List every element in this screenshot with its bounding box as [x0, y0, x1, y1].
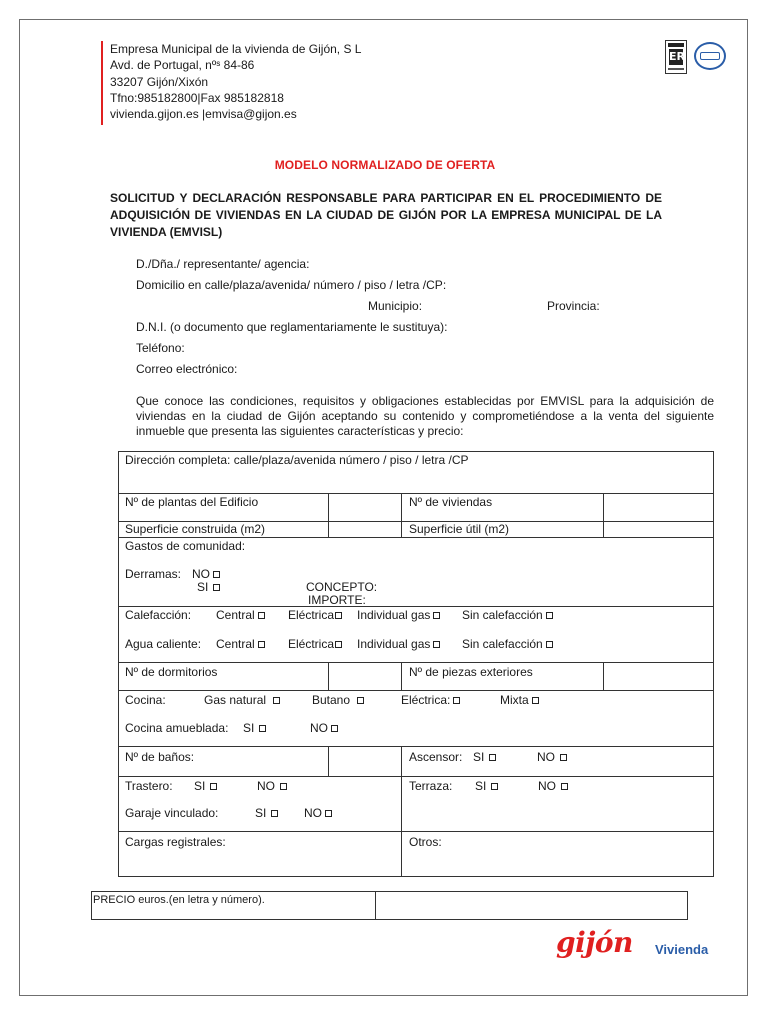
cell-direccion: Dirección completa: calle/plaza/avenida número / piso / letra /CP [125, 453, 469, 467]
cocina-electrica-label: Eléctrica: [401, 693, 451, 707]
cell-ascensor: Ascensor: [409, 750, 463, 764]
municipio-label: Municipio: [368, 299, 423, 313]
cell-cocina-amueblada: Cocina amueblada: [125, 721, 229, 735]
checkbox-icon[interactable] [453, 697, 460, 704]
derramas-no-option[interactable] [192, 567, 220, 581]
price-box-divider [375, 891, 376, 920]
trastero-no-label: NO [257, 779, 275, 793]
agua-electrica-label: Eléctrica [288, 637, 335, 651]
header-line-phone: Tfno:985182800|Fax 985182818 [110, 90, 284, 105]
name-label: D./Dña./ representante/ agencia: [136, 257, 310, 271]
derramas-si-label: SI [197, 580, 209, 594]
agua-central-label: Central [216, 637, 255, 651]
cell-dormitorios: Nº de dormitorios [125, 665, 218, 679]
provincia-label: Provincia: [547, 299, 600, 313]
cell-piezas-exteriores: Nº de piezas exteriores [409, 665, 533, 679]
er-logo-letters: ER [669, 50, 685, 63]
calefaccion-individual-gas-option[interactable] [357, 608, 440, 622]
ascensor-no-label: NO [537, 750, 555, 764]
garaje-no-option[interactable] [304, 806, 332, 820]
garaje-si-option[interactable] [255, 806, 278, 820]
trastero-si-option[interactable] [194, 779, 217, 793]
agua-electrica-option[interactable] [288, 637, 342, 651]
dni-label: D.N.I. (o documento que reglamentariamente le sustituya): [136, 320, 448, 334]
agua-individual-gas-option[interactable] [357, 637, 440, 651]
header-line-company: Empresa Municipal de la vivienda de Gijón, S L [110, 42, 362, 56]
amueblada-si-label: SI [243, 721, 255, 735]
cell-trastero: Trastero: [125, 779, 173, 793]
agua-individual-gas-label: Individual gas [357, 637, 431, 651]
cocina-mixta-option[interactable] [500, 693, 539, 707]
calefaccion-electrica-label: Eléctrica [288, 608, 335, 622]
cell-plantas: Nº de plantas del Edificio [125, 495, 259, 509]
amueblada-no-option[interactable] [310, 721, 338, 735]
address-label: Domicilio en calle/plaza/avenida/ número / piso / letra /CP: [136, 278, 447, 292]
calefaccion-central-label: Central [216, 608, 255, 622]
cell-otros: Otros: [409, 835, 442, 849]
cocina-electrica-option[interactable] [401, 693, 460, 707]
checkbox-icon[interactable] [335, 612, 342, 619]
checkbox-icon[interactable] [433, 641, 440, 648]
checkbox-icon[interactable] [210, 783, 217, 790]
agua-sin-label: Sin calefacción [462, 637, 543, 651]
checkbox-icon[interactable] [546, 641, 553, 648]
quality-seal-logo [694, 42, 726, 70]
cell-sup-construida: Superficie construida (m2) [125, 522, 266, 536]
checkbox-icon[interactable] [546, 612, 553, 619]
cell-cocina: Cocina: [125, 693, 166, 707]
checkbox-icon[interactable] [258, 641, 265, 648]
terraza-no-label: NO [538, 779, 556, 793]
cell-cargas-registrales: Cargas registrales: [125, 835, 226, 849]
trastero-no-option[interactable] [257, 779, 287, 793]
cell-sup-util: Superficie útil (m2) [409, 522, 510, 536]
calefaccion-individual-gas-label: Individual gas [357, 608, 431, 622]
cell-garaje: Garaje vinculado: [125, 806, 219, 820]
terraza-si-option[interactable] [475, 779, 498, 793]
terraza-si-label: SI [475, 779, 487, 793]
price-input-area[interactable] [377, 892, 687, 919]
cocina-butano-option[interactable] [312, 693, 364, 707]
checkbox-icon[interactable] [273, 697, 280, 704]
cocina-gas-natural-label: Gas natural [204, 693, 267, 707]
cell-concepto: CONCEPTO: [306, 580, 378, 594]
checkbox-icon[interactable] [213, 571, 220, 578]
checkbox-icon[interactable] [561, 783, 568, 790]
checkbox-icon[interactable] [433, 612, 440, 619]
agua-central-option[interactable] [216, 637, 265, 651]
header-line-address: Avd. de Portugal, nºˢ 84-86 [110, 58, 255, 73]
checkbox-icon[interactable] [325, 810, 332, 817]
checkbox-icon[interactable] [335, 641, 342, 648]
cell-terraza: Terraza: [409, 779, 453, 793]
header-line-web: vivienda.gijon.es |emvisa@gijon.es [110, 107, 297, 122]
checkbox-icon[interactable] [532, 697, 539, 704]
checkbox-icon[interactable] [213, 584, 220, 591]
checkbox-icon[interactable] [560, 754, 567, 761]
checkbox-icon[interactable] [258, 612, 265, 619]
checkbox-icon[interactable] [491, 783, 498, 790]
cell-derramas: Derramas: [125, 567, 182, 581]
cocina-gas-natural-option[interactable] [204, 693, 280, 707]
ascensor-no-option[interactable] [537, 750, 567, 764]
phone-label: Teléfono: [136, 341, 185, 355]
checkbox-icon[interactable] [271, 810, 278, 817]
amueblada-si-option[interactable] [243, 721, 266, 735]
cell-agua-caliente: Agua caliente: [125, 637, 202, 651]
calefaccion-sin-option[interactable] [462, 608, 553, 622]
vivienda-brand-text: Vivienda [655, 942, 709, 957]
declaration-paragraph: Que conoce las condiciones, requisitos y obligaciones establecidas por EMVISL para la adquisición de viviendas en la ciudad de Gijón aceptando su contenido y comprometiéndose a la venta del siguiente inmueble que presenta las siguientes características y precio: [136, 394, 714, 438]
cell-calefaccion: Calefacción: [125, 608, 192, 622]
garaje-si-label: SI [255, 806, 267, 820]
ascensor-si-option[interactable] [473, 750, 496, 764]
checkbox-icon[interactable] [489, 754, 496, 761]
gijon-brand-logo: gijón [556, 926, 633, 959]
checkbox-icon[interactable] [280, 783, 287, 790]
header-line-city: 33207 Gijón/Xixón [110, 74, 209, 89]
price-label: PRECIO euros.(en letra y número). [93, 894, 265, 906]
derramas-no-label: NO [192, 567, 210, 581]
email-label: Correo electrónico: [136, 362, 238, 376]
trastero-si-label: SI [194, 779, 206, 793]
cell-banos: Nº de baños: [125, 750, 195, 764]
cocina-butano-label: Butano [312, 693, 351, 707]
calefaccion-central-option[interactable] [216, 608, 265, 622]
form-subtitle: SOLICITUD Y DECLARACIÓN RESPONSABLE PARA PARTICIPAR EN EL PROCEDIMIENTO DE ADQUISICIÓN DE VIVIENDAS EN LA CIUDAD DE GIJÓN POR LA EMPRESA MUNICIPAL DE LA VIVIENDA (EMVISL) [110, 191, 662, 239]
cell-gastos: Gastos de comunidad: [125, 539, 246, 553]
terraza-no-option[interactable] [538, 779, 568, 793]
checkbox-icon[interactable] [331, 725, 338, 732]
cell-viviendas: Nº de viviendas [409, 495, 493, 509]
company-header [101, 41, 361, 125]
garaje-no-label: NO [304, 806, 322, 820]
calefaccion-electrica-option[interactable] [288, 608, 342, 622]
form-title: MODELO NORMALIZADO DE OFERTA [274, 158, 496, 172]
agua-sin-option[interactable] [462, 637, 553, 651]
ascensor-si-label: SI [473, 750, 485, 764]
derramas-si-option[interactable] [197, 580, 220, 594]
cell-importe: IMPORTE: [308, 593, 366, 607]
er-certification-logo [665, 40, 687, 74]
checkbox-icon[interactable] [259, 725, 266, 732]
checkbox-icon[interactable] [357, 697, 364, 704]
amueblada-no-label: NO [310, 721, 328, 735]
calefaccion-sin-label: Sin calefacción [462, 608, 543, 622]
cocina-mixta-label: Mixta [500, 693, 529, 707]
